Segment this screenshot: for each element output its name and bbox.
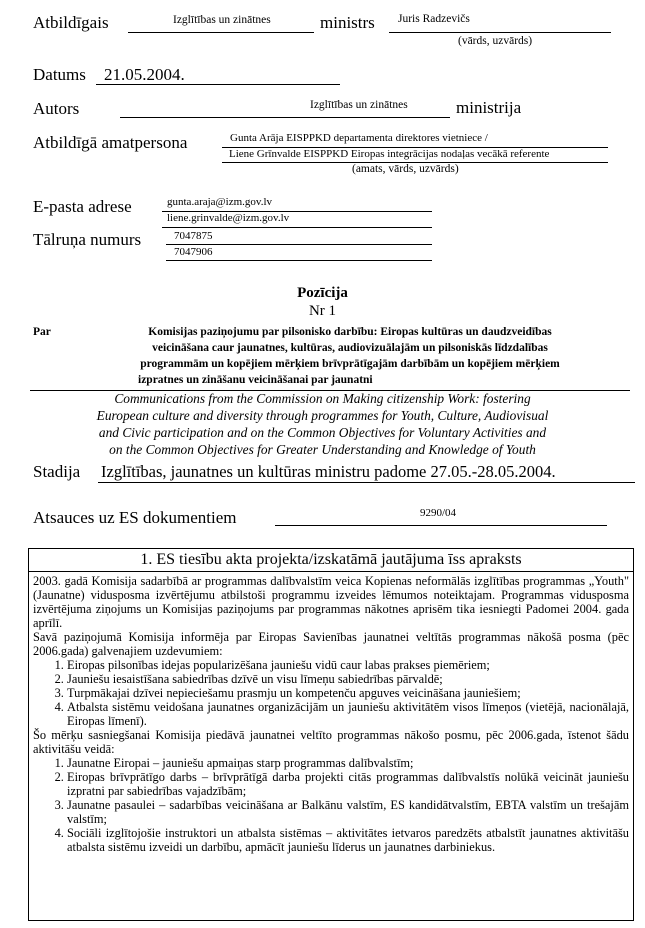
list-item: 1. Jaunatne Eiropai – jauniešu apmaiņas starp programmas dalībvalstīm; <box>67 756 629 770</box>
tasks-list <box>33 658 629 728</box>
english-line-4: on the Common Objectives for Greater Understanding and Knowledge of Youth <box>109 442 536 457</box>
subject-line-1: Komisijas paziņojumu par pilsonisko darbību: Eiropas kultūras un daudzveidības <box>148 326 552 338</box>
official-label: Atbildīgā amatpersona <box>33 133 188 152</box>
list-item: 4. Sociāli izglītojošie instruktori un atbalsta sistēmas – aktivitātes ietvaros paredzēts atbalstīt jaunatnes aktivitāšu atbalsta sistēmu izveidi un darbību, apmācīt jauniešu līderus un jaunatnes darbiniekus. <box>67 826 629 854</box>
ministrija-label: ministrija <box>456 98 522 117</box>
official-line2: Liene Grīnvalde EISPPKD Eiropas integrācijas nodaļas vecākā referente <box>229 148 550 160</box>
name-caption: (vārds, uzvārds) <box>458 35 533 47</box>
list-item: 1. Eiropas pilsonības idejas popularizēšana jauniešu vidū caur labas prakses piemēriem; <box>67 658 629 672</box>
email-underline-2 <box>162 227 432 228</box>
phone-2: 7047906 <box>174 246 213 258</box>
date-value: 21.05.2004. <box>104 65 185 84</box>
position-number: Nr 1 <box>308 303 337 319</box>
phone-underline-2 <box>166 260 432 261</box>
official-line1: Gunta Arāja EISPPKD departamenta direktores vietniece / <box>230 132 488 144</box>
position-title: Pozīcija <box>297 285 348 301</box>
ministrs-label: ministrs <box>320 13 375 32</box>
email-1[interactable]: gunta.araja@izm.gov.lv <box>167 196 273 208</box>
subject-line-2: veicināšana caur jaunatnes, kultūras, audiovizuālajām un pilsoniskās līdzdalības <box>152 342 548 354</box>
english-line-3: and Civic participation and on the Common Objectives for Voluntary Activities and <box>98 425 547 440</box>
email-label: E-pasta adrese <box>33 197 132 216</box>
section-1-para-1: 2003. gadā Komisija sadarbībā ar programmas dalībvalstīm veica Kopienas neformālās izglītības programmas „Youth" (Jaunatne) vidusposma izvērtējumu atbilstoši programmu izveides lēmumos noteiktajam. Programmas vidusposma izvērtējuma ziņojums un Komisijas paziņojums par programmas nākotnes aprisēm tika iesniegti Padomei 2004. gada aprīlī. <box>33 574 629 630</box>
section-1-box <box>28 548 634 921</box>
list-item: 2. Jauniešu iesaistīšana sabiedrības dzīvē un visu līmeņu sabiedrības pārvaldē; <box>67 672 629 686</box>
english-line-1: Communications from the Commission on Making citizenship Work: fostering <box>114 391 531 406</box>
stage-label: Stadija <box>33 462 81 481</box>
responsible-underline <box>128 32 314 33</box>
section-1-para-2: Savā paziņojumā Komisija informēja par Eiropas Savienības jaunatnei veltītās programmas nākošā posma (pēc 2006.gada) galvenajiem uzdevumiem: <box>33 630 629 658</box>
subject-line-4: izpratnes un zināšanu veicināšanai par jaunatni <box>138 374 373 386</box>
refs-value: 9290/04 <box>420 507 457 519</box>
responsible-value: Izglītības un zinātnes <box>173 14 271 26</box>
responsible-label: Atbildīgais <box>33 13 109 32</box>
minister-name: Juris Radzevičs <box>398 13 470 25</box>
email-2[interactable]: liene.grinvalde@izm.gov.lv <box>167 212 290 224</box>
stage-underline <box>98 482 635 483</box>
activities-list <box>33 756 629 854</box>
date-label: Datums <box>33 65 86 84</box>
list-item: 3. Jaunatne pasaulei – sadarbības veicināšana ar Balkānu valstīm, ES kandidātvalstīm, EBTA valstīm un trešajām valstīm; <box>67 798 629 826</box>
refs-label: Atsauces uz ES dokumentiem <box>33 508 237 527</box>
official-caption: (amats, vārds, uzvārds) <box>352 163 459 175</box>
refs-underline <box>275 525 607 526</box>
english-line-2: European culture and diversity through programmes for Youth, Culture, Audiovisual <box>96 408 549 423</box>
list-item: 4. Atbalsta sistēmu veidošana jaunatnes organizācijām un jauniešu aktivitātēm visos līmeņos (vietējā, nacionālajā, Eiropas līmenī). <box>67 700 629 728</box>
phone-label: Tālruņa numurs <box>33 230 142 249</box>
date-underline <box>96 84 340 85</box>
minister-underline <box>389 32 611 33</box>
section-1-title: 1. ES tiesību akta projekta/izskatāmā jautājuma īss apraksts <box>29 549 633 572</box>
section-1-body <box>29 572 633 854</box>
list-item: 2. Eiropas brīvprātīgo darbs – brīvprātīgā darba projekti citās programmas dalībvalstīs nolūkā veicināt jauniešu izpratni par sabiedrības vajadzībām; <box>67 770 629 798</box>
stage-value: Izglītības, jaunatnes un kultūras ministru padome 27.05.-28.05.2004. <box>101 462 556 481</box>
par-label: Par <box>33 326 51 338</box>
author-underline <box>120 117 450 118</box>
subject-line-3: programmām un kopējiem mērķiem brīvprātīgajām darbībām un kopējiem mērķiem <box>140 358 560 370</box>
phone-underline-1 <box>166 244 432 245</box>
author-value: Izglītības un zinātnes <box>310 99 408 111</box>
list-item: 3. Turpmākajai dzīvei nepieciešamu prasmju un kompetenču apguves veicināšana jauniešiem; <box>67 686 629 700</box>
phone-1: 7047875 <box>174 230 213 242</box>
author-label: Autors <box>33 99 80 118</box>
section-1-para-3: Šo mērķu sasniegšanai Komisija piedāvā jaunatnei veltīto programmas nākošo posmu, pēc 2006.gada, īstenot šādu aktivitāšu veidā: <box>33 728 629 756</box>
